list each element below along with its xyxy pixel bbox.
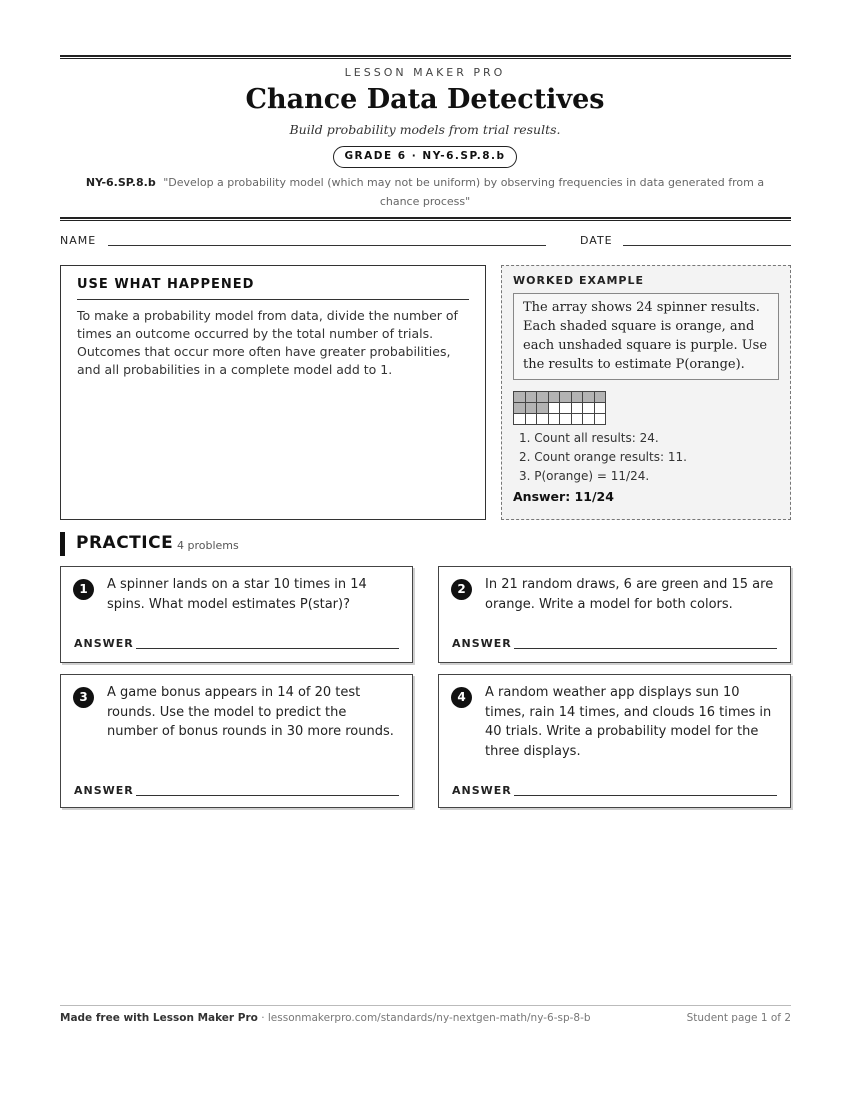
answer-label: ANSWER [74, 637, 134, 650]
grade-badge: GRADE 6 · NY-6.SP.8.b [333, 146, 517, 168]
spinner-results-array [513, 391, 606, 425]
problem-text: A game bonus appears in 14 of 20 test rounds. Use the model to predict the number of bonus rounds in 30 more rounds. [107, 685, 394, 739]
concept-heading: USE WHAT HAPPENED [77, 276, 469, 300]
unshaded-square [560, 414, 572, 425]
unshaded-square [595, 403, 607, 414]
problem-number: 4 [451, 687, 472, 708]
practice-heading: PRACTICE [76, 533, 174, 553]
shaded-square [583, 392, 595, 403]
footer-rule [60, 1005, 791, 1006]
unshaded-square [514, 414, 526, 425]
standard-code: NY-6.SP.8.b [85, 176, 156, 189]
answer-label: ANSWER [74, 784, 134, 797]
step-item: 1. Count all results: 24. [519, 431, 659, 445]
problem-number: 1 [73, 579, 94, 600]
standard-description [70, 173, 780, 211]
problem-card [60, 674, 413, 808]
footer-page-number: Student page 1 of 2 [686, 1012, 791, 1024]
unshaded-square [583, 403, 595, 414]
unshaded-square [537, 414, 549, 425]
shaded-square [526, 403, 538, 414]
worked-example-steps [513, 429, 779, 486]
unshaded-square [549, 403, 561, 414]
shaded-square [549, 392, 561, 403]
step-item: 2. Count orange results: 11. [519, 450, 687, 464]
unshaded-square [572, 414, 584, 425]
answer-field[interactable] [514, 648, 777, 649]
worked-example-prompt: The array shows 24 spinner results. Each shaded square is orange, and each unshaded square is purple. Use the results to estimate P(orange). [513, 293, 779, 380]
header-bottom-rule [60, 217, 791, 221]
worked-example-heading: WORKED EXAMPLE [513, 274, 644, 287]
header-top-rule [60, 55, 791, 59]
answer-field[interactable] [136, 648, 399, 649]
footer-credit [60, 1012, 591, 1024]
shaded-square [537, 403, 549, 414]
unshaded-square [549, 414, 561, 425]
shaded-square [595, 392, 607, 403]
concept-text: To make a probability model from data, divide the number of times an outcome occurred by the total number of trials. Outcomes that occur more often have greater probabilities, and all probabilities in a complete model add to 1. [77, 308, 458, 377]
problem-card [60, 566, 413, 663]
concept-box [60, 265, 486, 520]
answer-field[interactable] [514, 795, 777, 796]
unshaded-square [595, 414, 607, 425]
answer-label: ANSWER [452, 637, 512, 650]
problem-text: In 21 random draws, 6 are green and 15 are orange. Write a model for both colors. [485, 577, 774, 612]
footer-made-with: Made free with Lesson Maker Pro [60, 1012, 258, 1024]
page-title: Chance Data Detectives [245, 84, 605, 115]
unshaded-square [572, 403, 584, 414]
problem-number: 3 [73, 687, 94, 708]
problem-text: A random weather app displays sun 10 times, rain 14 times, and clouds 16 times in 40 trials. Write a probability model for the three displays. [485, 685, 772, 759]
worked-example-box [501, 265, 791, 520]
step-item: 3. P(orange) = 11/24. [519, 469, 650, 483]
shaded-square [514, 403, 526, 414]
practice-count: 4 problems [177, 539, 239, 552]
footer-url[interactable]: · lessonmakerpro.com/standards/ny-nextgen-math/ny-6-sp-8-b [257, 1012, 591, 1024]
name-label: NAME [60, 234, 97, 247]
unshaded-square [560, 403, 572, 414]
unshaded-square [526, 414, 538, 425]
page-subtitle: Build probability models from trial results. [289, 122, 561, 137]
worked-example-answer: Answer: 11/24 [513, 489, 614, 504]
shaded-square [572, 392, 584, 403]
problem-text: A spinner lands on a star 10 times in 14 spins. What model estimates P(star)? [107, 577, 367, 612]
problem-card [438, 566, 791, 663]
problem-number: 2 [451, 579, 472, 600]
brand-name: LESSON MAKER PRO [344, 66, 506, 79]
unshaded-square [583, 414, 595, 425]
practice-accent-bar [60, 532, 65, 556]
date-field[interactable] [623, 245, 791, 246]
answer-label: ANSWER [452, 784, 512, 797]
shaded-square [560, 392, 572, 403]
shaded-square [526, 392, 538, 403]
shaded-square [514, 392, 526, 403]
name-field[interactable] [108, 245, 546, 246]
date-label: DATE [580, 234, 613, 247]
problem-card [438, 674, 791, 808]
answer-field[interactable] [136, 795, 399, 796]
standard-text: "Develop a probability model (which may not be uniform) by observing frequencies in data generated from a chance process" [163, 176, 765, 208]
shaded-square [537, 392, 549, 403]
